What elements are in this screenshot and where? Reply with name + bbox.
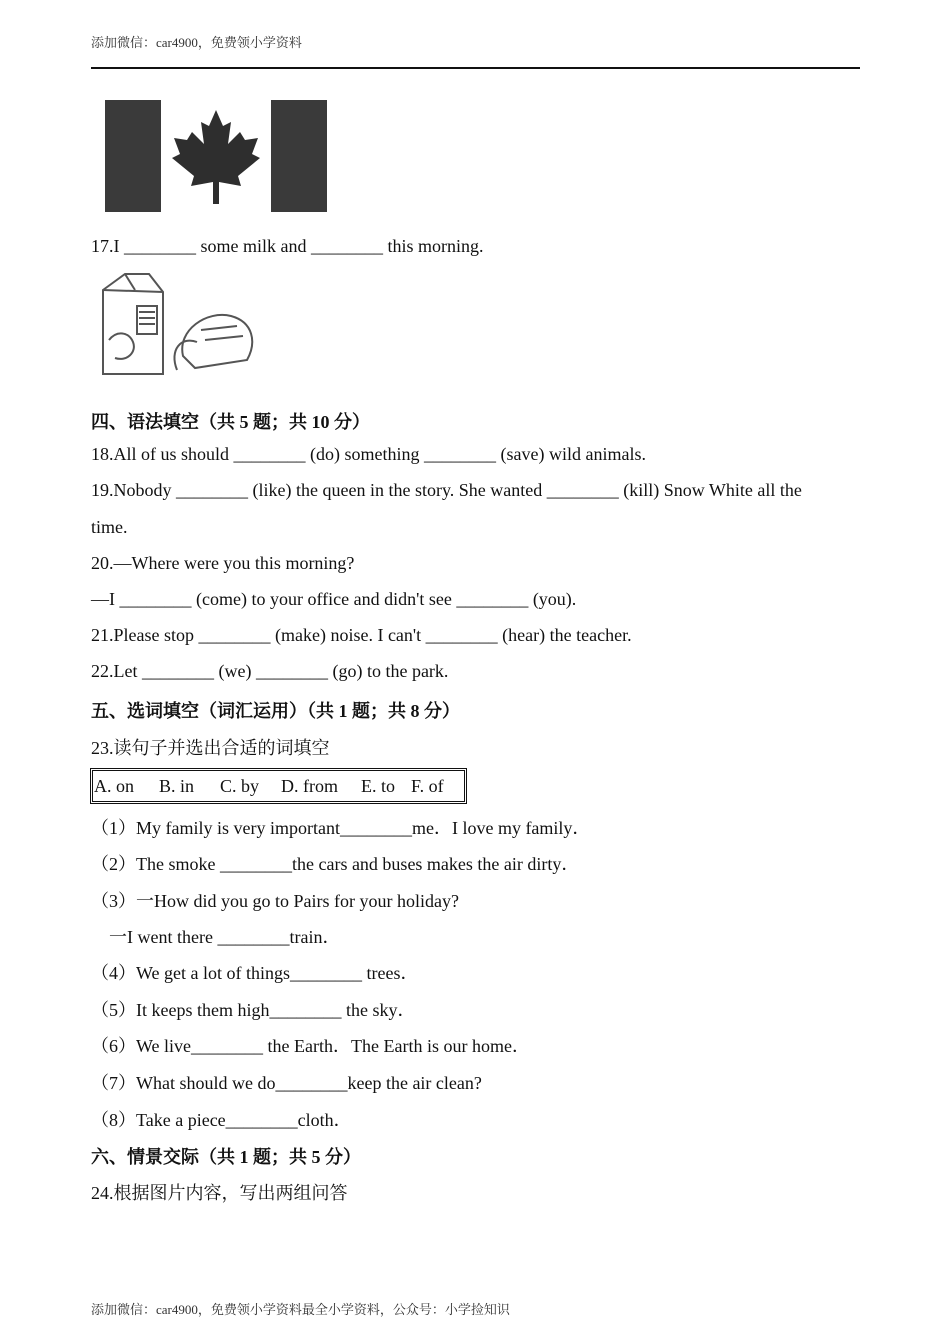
option-a: A. on xyxy=(94,776,134,796)
option-e: E. to xyxy=(361,776,395,796)
item-1: （1）My family is very important________me．I love my family． xyxy=(91,818,591,838)
question-20: 20.—Where were you this morning? xyxy=(91,553,355,573)
header-divider xyxy=(91,67,860,69)
item-8: （8）Take a piece________cloth． xyxy=(91,1110,352,1130)
question-19-continued: time. xyxy=(91,517,128,537)
question-17: 17.I ________ some milk and ________ this morning. xyxy=(91,236,484,256)
option-c: C. by xyxy=(220,776,260,796)
question-18: 18.All of us should ________ (do) something ________ (save) wild animals. xyxy=(91,444,646,464)
question-21: 21.Please stop ________ (make) noise. I can't ________ (hear) the teacher. xyxy=(91,625,632,645)
page-footer: 添加微信：car4900，免费领小学资料最全小学资料，公众号：小学捡知识 xyxy=(91,1302,510,1317)
word-options-box xyxy=(90,768,467,804)
canada-flag-icon xyxy=(100,96,332,214)
option-d: D. from xyxy=(281,776,338,796)
section-5-heading: 五、选词填空（词汇运用）（共 1 题；共 8 分） xyxy=(91,701,460,721)
item-3: （3）一How did you go to Pairs for your holiday? xyxy=(91,891,459,911)
item-4: （4）We get a lot of things________ trees． xyxy=(91,963,419,983)
item-2: （2）The smoke ________the cars and buses makes the air dirty． xyxy=(91,854,580,874)
item-7: （7）What should we do________keep the air clean? xyxy=(91,1073,482,1093)
item-6: （6）We live________ the Earth．The Earth is our home． xyxy=(91,1036,530,1056)
question-19: 19.Nobody ________ (like) the queen in the story. She wanted ________ (kill) Snow White all the xyxy=(91,480,802,500)
item-5: （5）It keeps them high________ the sky． xyxy=(91,1000,416,1020)
option-f: F. of xyxy=(411,776,444,796)
question-22: 22.Let ________ (we) ________ (go) to the park. xyxy=(91,661,449,681)
question-20-answer: —I ________ (come) to your office and didn't see ________ (you). xyxy=(91,589,577,609)
question-24: 24.根据图片内容，写出两组问答 xyxy=(91,1183,348,1203)
question-23: 23.读句子并选出合适的词填空 xyxy=(91,738,330,758)
option-b: B. in xyxy=(159,776,195,796)
section-4-heading: 四、语法填空（共 5 题；共 10 分） xyxy=(91,412,370,432)
page-header: 添加微信：car4900，免费领小学资料 xyxy=(91,35,302,50)
item-3-answer: 一I went there ________train． xyxy=(109,927,341,947)
milk-carton-and-bread-icon xyxy=(97,270,259,382)
section-6-heading: 六、情景交际（共 1 题；共 5 分） xyxy=(91,1147,361,1167)
